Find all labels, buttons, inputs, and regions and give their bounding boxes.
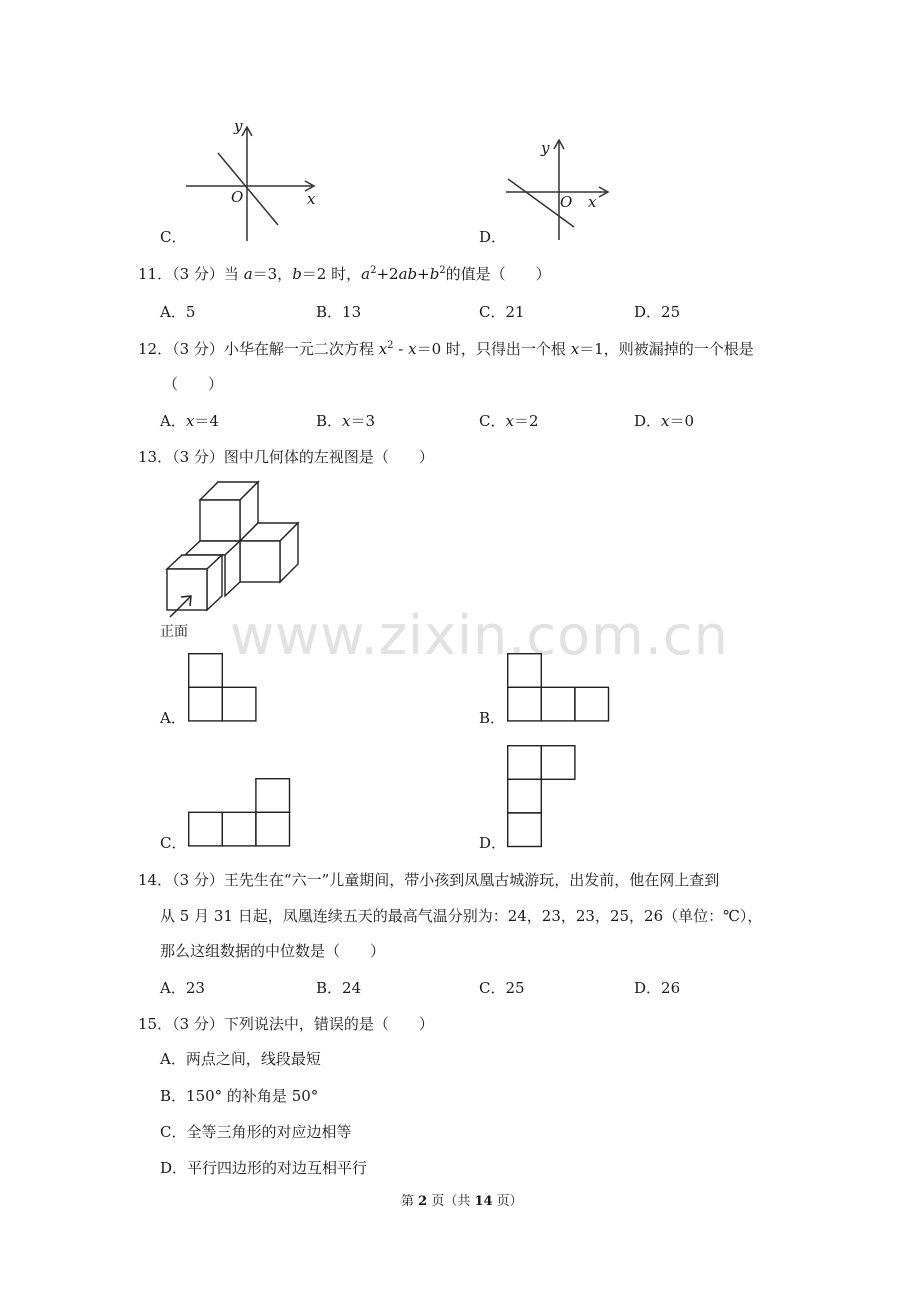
text: + <box>417 265 430 283</box>
text: ＝2 时， <box>301 265 362 283</box>
option-label: B． <box>316 412 343 430</box>
q14-option-a: A．23 <box>160 979 205 997</box>
q13-option-b-label: B． <box>479 709 506 727</box>
q15-option-d: D．平行四边形的对边互相平行 <box>160 1159 368 1177</box>
cube-front-face <box>240 541 280 582</box>
q12-option-d <box>634 410 694 431</box>
option-value: ＝2 <box>513 412 539 430</box>
question-score: （3 分） <box>172 1015 224 1033</box>
question-13 <box>138 446 434 467</box>
var-ab: ab <box>398 265 418 283</box>
question-number: 15． <box>138 1015 173 1033</box>
watermark: www.zixin.com.cn <box>230 604 729 667</box>
text: +2 <box>376 265 399 283</box>
question-number: 11． <box>138 265 173 283</box>
var-x: x <box>661 412 670 430</box>
q15-option-a: A．两点之间，线段最短 <box>160 1050 321 1068</box>
graph-d-origin-label: O <box>560 193 573 211</box>
front-view-label: 正面 <box>160 624 188 640</box>
exponent: 2 <box>387 340 394 351</box>
graph-d-y-label: y <box>541 139 550 157</box>
graph-c-x-label: x <box>307 190 316 208</box>
q13-option-d-label: D． <box>479 834 507 852</box>
q12-answer-paren: （ ） <box>163 375 224 393</box>
q13-option-a-label: A． <box>160 709 186 727</box>
var-x: x <box>342 412 351 430</box>
q13-option-d-figure <box>507 745 579 849</box>
option-value: ＝0 <box>669 412 695 430</box>
option-label: A． <box>160 412 186 430</box>
question-number: 14． <box>138 871 173 889</box>
graph-d-x-label: x <box>588 193 597 211</box>
question-12 <box>138 338 754 359</box>
q12-option-c <box>479 410 539 431</box>
page-number: 2 <box>418 1194 428 1209</box>
footer-text: 页） <box>492 1194 523 1209</box>
graph-c-y-label: y <box>234 117 243 135</box>
question-14-line-3: 那么这组数据的中位数是（ ） <box>160 942 386 960</box>
question-text: 下列说法中，错误的是（ ） <box>223 1015 434 1033</box>
q15-option-b: B．150° 的补角是 50° <box>160 1087 319 1105</box>
question-11 <box>138 263 551 284</box>
q14-option-c: C．25 <box>479 979 525 997</box>
var-b: b <box>292 265 302 283</box>
text: ＝3， <box>252 265 293 283</box>
option-label: D． <box>634 412 662 430</box>
graph-line <box>218 153 278 225</box>
var-b: b <box>429 265 440 283</box>
q11-option-c: C．21 <box>479 303 525 321</box>
q11-option-a: A．5 <box>160 303 196 321</box>
cube-solid-figure <box>160 475 310 620</box>
footer-text: 第 <box>401 1194 419 1209</box>
var-x: x <box>505 412 514 430</box>
question-text-line-1: 王先生在“六一”儿童期间，带小孩到凤凰古城游玩，出发前，他在网上查到 <box>223 871 720 889</box>
q13-option-c-label: C． <box>160 834 187 852</box>
text: ＝0 时，只得出一个根 <box>416 340 571 358</box>
q14-option-d: D．26 <box>634 979 681 997</box>
var-x: x <box>378 340 388 358</box>
text: 当 <box>223 265 244 283</box>
text: - <box>393 340 409 358</box>
text: ＝1，则被漏掉的一个根是 <box>579 340 754 358</box>
graph-c <box>180 115 330 245</box>
q11-option-d: D．25 <box>634 303 681 321</box>
graph-c-origin-label: O <box>231 188 244 206</box>
var-x: x <box>185 412 195 430</box>
question-score: （3 分） <box>172 340 224 358</box>
q14-option-b: B．24 <box>316 979 362 997</box>
q15-option-c: C．全等三角形的对应边相等 <box>160 1123 352 1141</box>
footer-text: 页（共 <box>427 1194 475 1209</box>
option-label: C． <box>479 412 506 430</box>
q12-option-b <box>316 410 375 431</box>
graph-d-option-label: D． <box>479 228 507 246</box>
question-15 <box>138 1013 434 1034</box>
option-value: ＝4 <box>194 412 219 430</box>
cube-front-face <box>167 569 207 610</box>
graph-c-option-label: C． <box>160 228 187 246</box>
q11-option-b: B．13 <box>316 303 362 321</box>
question-14 <box>138 869 719 890</box>
question-number: 13． <box>138 448 173 466</box>
question-score: （3 分） <box>172 265 224 283</box>
q13-option-a-figure <box>188 653 260 723</box>
graph-d <box>500 135 620 245</box>
var-a: a <box>361 265 371 283</box>
q13-option-b-figure <box>507 653 613 723</box>
option-value: ＝3 <box>350 412 376 430</box>
cube-front-face <box>200 500 240 541</box>
total-pages: 14 <box>474 1194 493 1209</box>
question-score: （3 分） <box>172 871 224 889</box>
question-text: 图中几何体的左视图是（ ） <box>223 448 434 466</box>
var-x: x <box>408 340 417 358</box>
var-a: a <box>243 265 253 283</box>
question-14-line-2: 从 5 月 31 日起，凤凰连续五天的最高气温分别为：24，23，23，25，26（单位：℃）， <box>160 907 763 925</box>
text: 小华在解一元二次方程 <box>223 340 379 358</box>
exponent: 2 <box>439 265 446 276</box>
text: 的值是（ ） <box>445 265 551 283</box>
question-score: （3 分） <box>172 448 224 466</box>
var-x: x <box>570 340 580 358</box>
q13-option-c-figure <box>188 778 294 848</box>
question-number: 12． <box>138 340 173 358</box>
q12-option-a <box>160 410 219 431</box>
page-footer <box>401 1190 523 1209</box>
exponent: 2 <box>370 265 377 276</box>
